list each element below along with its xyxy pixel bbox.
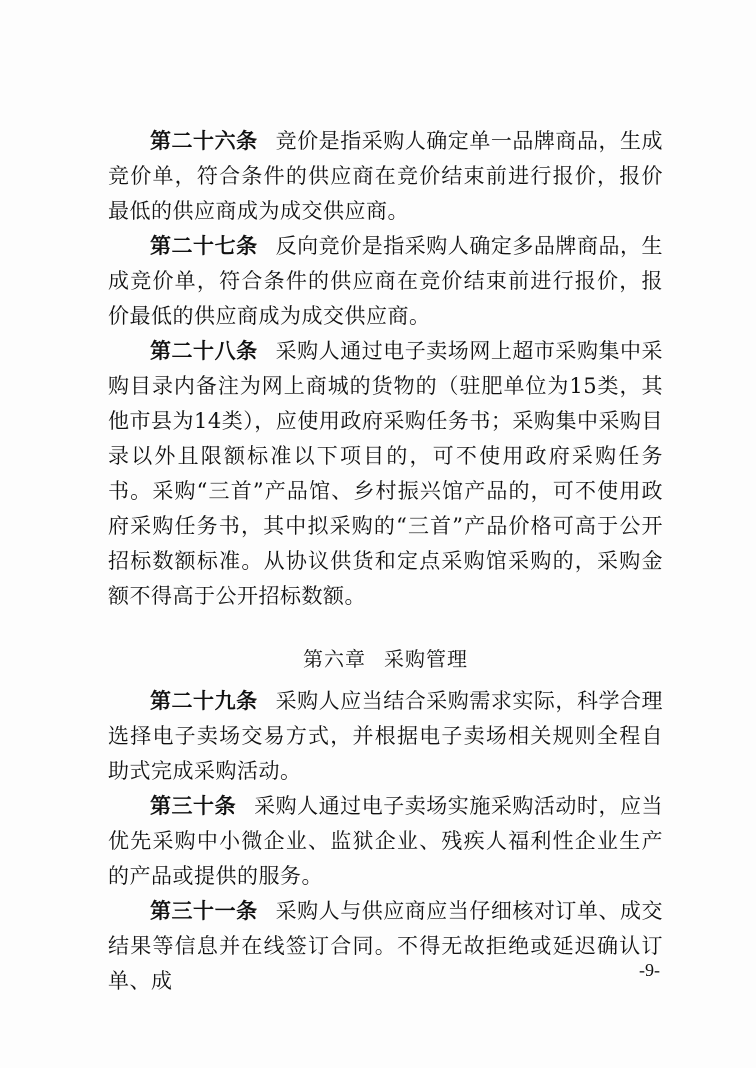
article-text: 反向竞价是指采购人确定多品牌商品，生成竞价单，符合条件的供应商在竞价结束前进行报价，报价最低的供应商成为成交供应商。: [108, 234, 664, 328]
article-text: 竞价是指采购人确定单一品牌商品，生成竞价单，符合条件的供应商在竞价结束前进行报价，报价最低的供应商成为成交供应商。: [108, 129, 664, 223]
article-27: [108, 229, 663, 334]
article-text: 采购人通过电子卖场网上超市采购集中采购目录内备注为网上商城的货物的（驻肥单位为15类，其他市县为14类），应使用政府采购任务书；采购集中采购目录以外且限额标准以下项目的，可不使用政府采购任务书。采购“三首”产品馆、乡村振兴馆产品的，可不使用政府采购任务书，其中拟采购的“三首”产品价格可高于公开招标数额标准。从协议供货和定点采购馆采购的，采购金额不得高于公开招标数额。: [108, 339, 664, 608]
article-28: [108, 334, 663, 614]
chapter-number: 第六章: [303, 647, 366, 671]
chapter-heading: [108, 644, 663, 674]
article-text: 采购人应当结合采购需求实际，科学合理选择电子卖场交易方式，并根据电子卖场相关规则全程自助式完成采购活动。: [108, 689, 664, 783]
article-label: 第二十八条: [150, 339, 258, 363]
article-text: 采购人通过电子卖场实施采购活动时，应当优先采购中小微企业、监狱企业、残疾人福利性企业生产的产品或提供的服务。: [108, 794, 664, 888]
article-29: [108, 684, 663, 789]
document-body: [108, 124, 663, 999]
article-label: 第三十一条: [150, 899, 258, 923]
chapter-title: 采购管理: [384, 647, 468, 671]
article-label: 第三十条: [150, 794, 237, 818]
article-text: 采购人与供应商应当仔细核对订单、成交结果等信息并在线签订合同。不得无故拒绝或延迟确认订单、成: [108, 899, 664, 993]
article-label: 第二十七条: [150, 234, 258, 258]
article-label: 第二十九条: [150, 689, 258, 713]
article-label: 第二十六条: [150, 129, 258, 153]
article-30: [108, 789, 663, 894]
article-26: [108, 124, 663, 229]
article-31: [108, 894, 663, 999]
page-number: -9-: [639, 960, 660, 980]
